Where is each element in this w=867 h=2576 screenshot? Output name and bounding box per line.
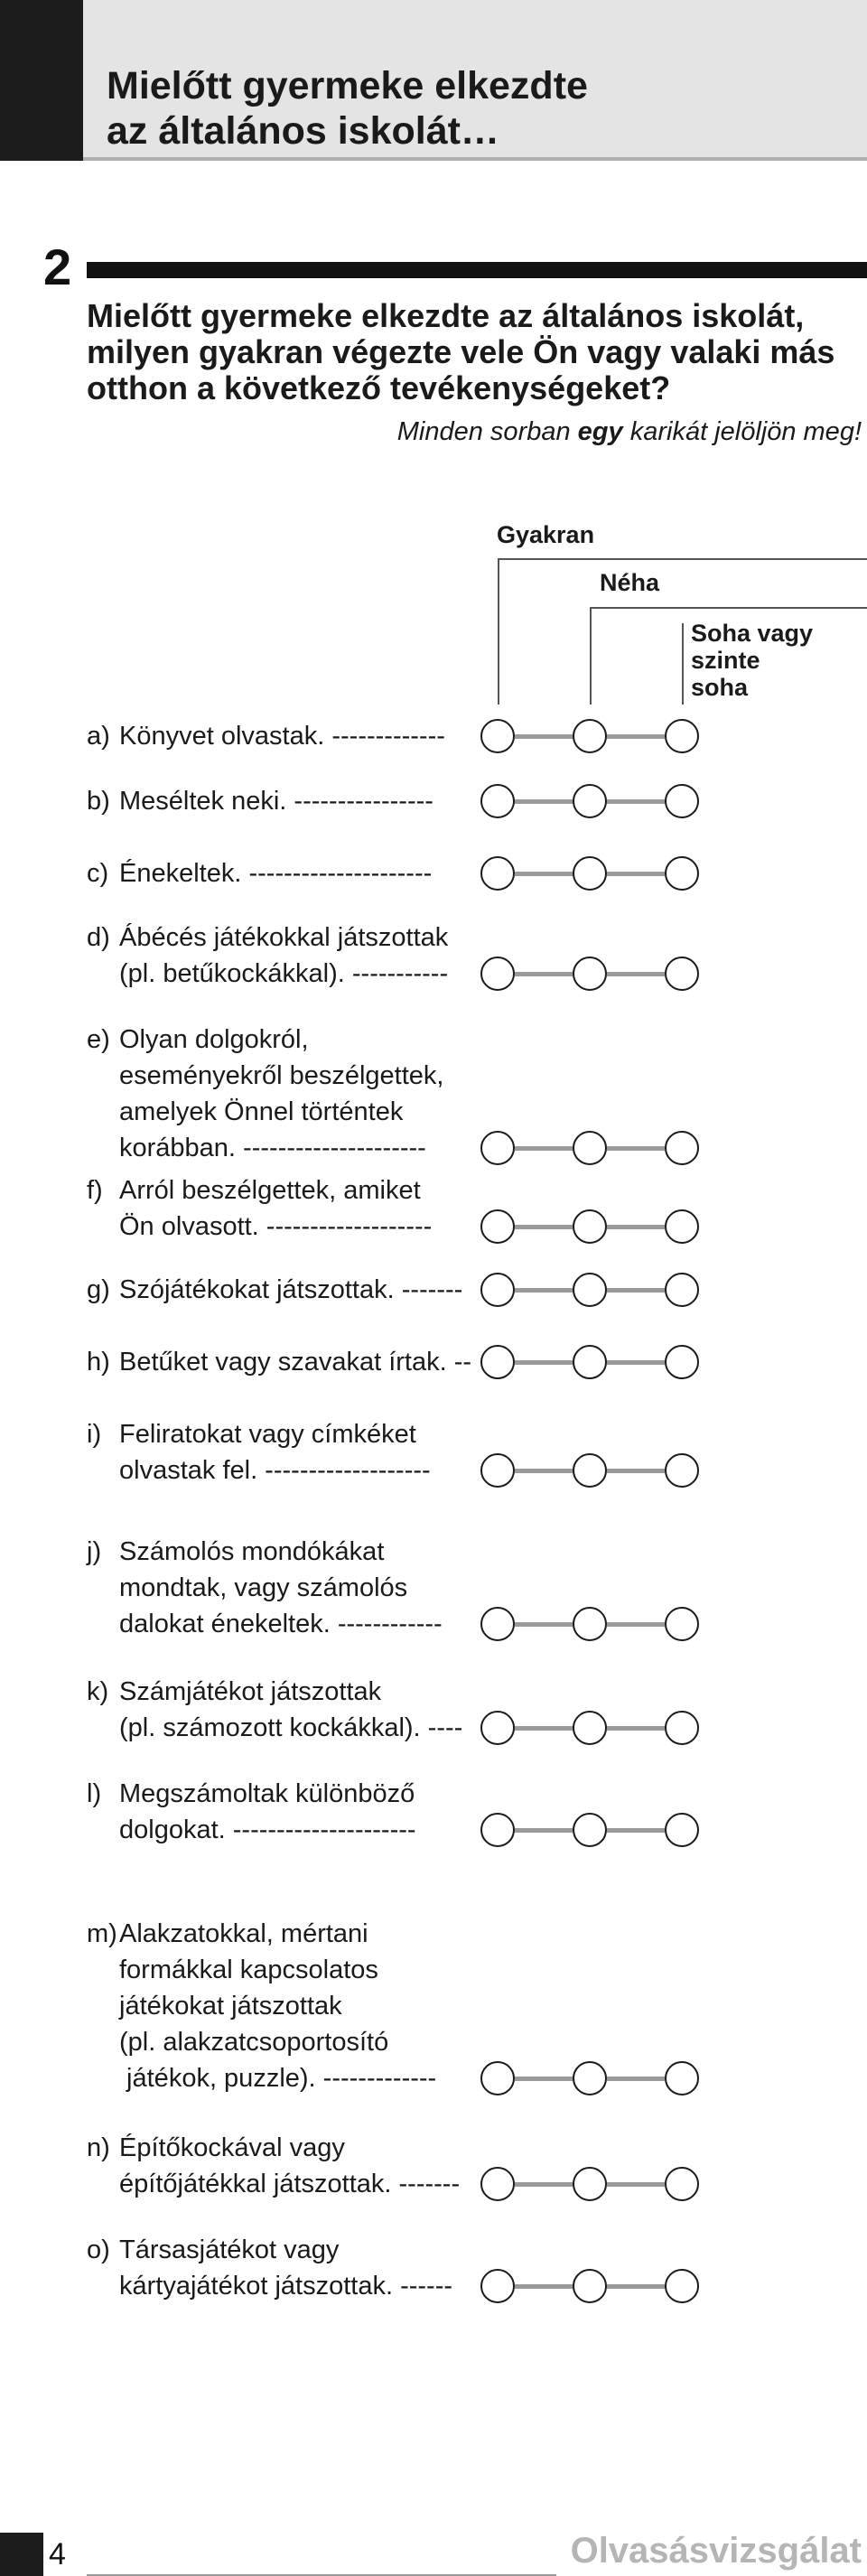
activity-item-line: mondtak, vagy számolós	[119, 1573, 408, 1602]
answer-circle-never[interactable]	[665, 1209, 699, 1244]
answer-circle-never[interactable]	[665, 1813, 699, 1847]
activity-item-letter: j)	[87, 1537, 102, 1566]
activity-item-text	[119, 919, 480, 992]
activity-item-line: (pl. alakzatcsoportosító	[119, 2028, 389, 2057]
answer-circle-often[interactable]	[480, 1131, 515, 1165]
answer-circle-sometimes[interactable]	[573, 856, 607, 891]
activity-item-line: dolgokat. ---------------------	[119, 1815, 416, 1844]
column-header-often: Gyakran	[497, 521, 595, 548]
answer-circle-sometimes[interactable]	[573, 2269, 607, 2303]
answer-circle-often[interactable]	[480, 1711, 515, 1745]
activity-item-line: Meséltek neki. ----------------	[119, 787, 434, 816]
answer-circle-sometimes[interactable]	[573, 1711, 607, 1745]
circle-connector	[515, 1726, 573, 1731]
activity-item-line: Könyvet olvastak. -------------	[119, 722, 445, 751]
answer-circle-never[interactable]	[665, 957, 699, 991]
circle-connector	[515, 872, 573, 876]
activity-item-letter: l)	[87, 1779, 102, 1808]
circle-connector	[515, 972, 573, 976]
column-bracket-often-top	[498, 558, 867, 560]
activity-item-text	[119, 1022, 480, 1166]
answer-circle-sometimes[interactable]	[573, 1131, 607, 1165]
circle-connector	[515, 2182, 573, 2187]
circle-connector	[515, 1146, 573, 1151]
activity-item-line: építőjátékkal játszottak. -------	[119, 2170, 461, 2198]
answer-circle-never[interactable]	[665, 1273, 699, 1307]
circle-connector	[607, 2182, 665, 2187]
activity-item-letter: i)	[87, 1420, 102, 1449]
activity-item-line: formákkal kapcsolatos	[119, 1955, 378, 1984]
answer-circle-sometimes[interactable]	[573, 1453, 607, 1488]
answer-choices	[480, 1344, 704, 1380]
activity-item-text	[119, 1416, 480, 1489]
answer-circle-sometimes[interactable]	[573, 1813, 607, 1847]
column-bracket-sometimes-top	[590, 607, 867, 609]
answer-choices	[480, 1710, 704, 1746]
activity-item-letter: a)	[87, 722, 110, 751]
activity-item-line: Olyan dolgokról,	[119, 1025, 309, 1054]
answer-choices	[480, 1130, 704, 1166]
activity-item-text	[119, 1534, 480, 1642]
circle-connector	[607, 872, 665, 876]
activity-item-line: Ön olvasott. -------------------	[119, 1212, 433, 1241]
answer-choices	[480, 956, 704, 992]
activity-item-letter: m)	[87, 1919, 117, 1948]
answer-circle-sometimes[interactable]	[573, 719, 607, 753]
answer-choices	[480, 718, 704, 754]
column-header-never-line2: soha	[691, 674, 749, 701]
question-text-line1: Mielőtt gyermeke elkezdte az általános iskolát,	[87, 297, 805, 334]
circle-connector	[515, 1622, 573, 1627]
answer-circle-never[interactable]	[665, 2167, 699, 2201]
answer-circle-often[interactable]	[480, 2167, 515, 2201]
circle-connector	[515, 1360, 573, 1365]
answer-circle-never[interactable]	[665, 2061, 699, 2095]
answer-choices	[480, 1272, 704, 1308]
circle-connector	[607, 734, 665, 739]
question-text-line3: otthon a következő tevékenységeket?	[87, 369, 671, 406]
instruction-pre: Minden sorban	[396, 417, 578, 446]
answer-circle-never[interactable]	[665, 719, 699, 753]
footer-brand: Olvasásvizsgálat	[570, 2531, 862, 2571]
answer-circle-often[interactable]	[480, 719, 515, 753]
activity-item-letter: k)	[87, 1677, 109, 1706]
column-bracket-never-stem	[682, 623, 684, 705]
answer-choices	[480, 1812, 704, 1848]
circle-connector	[515, 1828, 573, 1833]
circle-connector	[607, 2284, 665, 2289]
circle-connector	[515, 2077, 573, 2081]
answer-circle-often[interactable]	[480, 1345, 515, 1379]
activity-item-text	[119, 1344, 480, 1380]
circle-connector	[607, 799, 665, 804]
circle-connector	[515, 799, 573, 804]
answer-circle-never[interactable]	[665, 1345, 699, 1379]
instruction-post: karikát jelöljön meg!	[622, 417, 862, 446]
activity-item-letter: n)	[87, 2133, 110, 2162]
activity-item-line: korábban. ---------------------	[119, 1134, 426, 1162]
circle-connector	[607, 1225, 665, 1229]
activity-item-text	[119, 2232, 480, 2304]
answer-circle-sometimes[interactable]	[573, 957, 607, 991]
activity-item-line: játékokat játszottak	[119, 1992, 342, 2021]
activity-item-letter: d)	[87, 923, 110, 952]
answer-circle-often[interactable]	[480, 1453, 515, 1488]
activity-item-line: Ábécés játékokkal játszottak	[119, 923, 449, 952]
circle-connector	[607, 1360, 665, 1365]
circle-connector	[515, 1469, 573, 1473]
circle-connector	[607, 1288, 665, 1293]
column-bracket-often-stem	[498, 558, 499, 705]
page-number: 4	[49, 2537, 66, 2571]
circle-connector	[515, 2284, 573, 2289]
activity-item-letter: e)	[87, 1025, 110, 1054]
answer-circle-sometimes[interactable]	[573, 1345, 607, 1379]
answer-circle-never[interactable]	[665, 856, 699, 891]
answer-circle-often[interactable]	[480, 1209, 515, 1244]
answer-circle-often[interactable]	[480, 1273, 515, 1307]
column-header-never-line1: Soha vagy szinte	[691, 620, 814, 674]
answer-circle-often[interactable]	[480, 856, 515, 891]
answer-choices	[480, 1452, 704, 1489]
activity-item-line: (pl. számozott kockákkal). ----	[119, 1713, 463, 1742]
answer-circle-often[interactable]	[480, 1607, 515, 1641]
answer-circle-sometimes[interactable]	[573, 1209, 607, 1244]
activity-item-line: Építőkockával vagy	[119, 2133, 345, 2162]
question-rule	[87, 262, 867, 278]
footer-black-block	[0, 2533, 43, 2576]
answer-circle-sometimes[interactable]	[573, 1607, 607, 1641]
activity-item-line: Alakzatokkal, mértani	[119, 1919, 368, 1948]
answer-circle-sometimes[interactable]	[573, 1273, 607, 1307]
answer-circle-often[interactable]	[480, 2269, 515, 2303]
answer-choices	[480, 1606, 704, 1642]
section-title	[107, 63, 829, 154]
activity-item-letter: o)	[87, 2235, 110, 2264]
answer-choices	[480, 2060, 704, 2096]
activity-item-line: eseményekről beszélgettek,	[119, 1061, 444, 1090]
answer-choices	[480, 855, 704, 891]
activity-item-text	[119, 1674, 480, 1746]
activity-item-text	[119, 855, 480, 891]
answer-choices	[480, 783, 704, 819]
activity-item-letter: h)	[87, 1348, 110, 1377]
page-header	[0, 0, 867, 161]
activity-item-line: Szójátékokat játszottak. -------	[119, 1275, 463, 1304]
answer-circle-never[interactable]	[665, 2269, 699, 2303]
activity-item-text	[119, 783, 480, 819]
answer-circle-never[interactable]	[665, 1711, 699, 1745]
answer-circle-never[interactable]	[665, 1131, 699, 1165]
activity-item-line: Feliratokat vagy címkéket	[119, 1420, 416, 1449]
circle-connector	[515, 734, 573, 739]
column-header-sometimes: Néha	[600, 569, 660, 596]
question-text-line2: milyen gyakran végezte vele Ön vagy valaki más	[87, 333, 835, 370]
circle-connector	[607, 1622, 665, 1627]
answer-choices	[480, 2268, 704, 2304]
circle-connector	[607, 1828, 665, 1833]
activity-item-line: Arról beszélgettek, amiket	[119, 1176, 421, 1205]
activity-item-line: Társasjátékot vagy	[119, 2235, 340, 2264]
activity-item-line: kártyajátékot játszottak. ------	[119, 2272, 453, 2301]
activity-item-text	[119, 1776, 480, 1848]
column-header-never	[691, 620, 867, 701]
circle-connector	[607, 1146, 665, 1151]
answer-circle-sometimes[interactable]	[573, 2167, 607, 2201]
activity-item-text	[119, 1272, 480, 1308]
activity-item-line: Betűket vagy szavakat írtak. --	[119, 1348, 472, 1377]
section-title-line1: Mielőtt gyermeke elkezdte	[107, 64, 588, 107]
answer-circle-sometimes[interactable]	[573, 784, 607, 818]
answer-choices	[480, 1209, 704, 1245]
activity-item-line: (pl. betűkockákkal). -----------	[119, 959, 449, 988]
answer-circle-never[interactable]	[665, 1607, 699, 1641]
activity-item-line: Megszámoltak különböző	[119, 1779, 415, 1808]
activity-item-line: olvastak fel. -------------------	[119, 1456, 431, 1485]
answer-circle-often[interactable]	[480, 2061, 515, 2095]
answer-circle-often[interactable]	[480, 957, 515, 991]
instruction	[397, 417, 862, 447]
answer-circle-often[interactable]	[480, 784, 515, 818]
answer-circle-never[interactable]	[665, 1453, 699, 1488]
question-number: 2	[43, 238, 72, 295]
question-text	[87, 298, 845, 406]
circle-connector	[515, 1288, 573, 1293]
activity-item-text	[119, 2130, 480, 2202]
column-bracket-sometimes-stem	[590, 607, 592, 705]
answer-circle-often[interactable]	[480, 1813, 515, 1847]
answer-choices	[480, 2166, 704, 2202]
activity-item-text	[119, 1916, 480, 2096]
activity-item-text	[119, 718, 480, 754]
answer-circle-sometimes[interactable]	[573, 2061, 607, 2095]
answer-circle-never[interactable]	[665, 784, 699, 818]
activity-item-letter: b)	[87, 787, 110, 816]
activity-item-letter: c)	[87, 859, 109, 888]
circle-connector	[515, 1225, 573, 1229]
circle-connector	[607, 972, 665, 976]
activity-item-line: játékok, puzzle). -------------	[119, 2064, 437, 2093]
activity-item-text	[119, 1172, 480, 1245]
activity-item-line: Számolós mondókákat	[119, 1537, 385, 1566]
activity-item-letter: f)	[87, 1176, 103, 1205]
section-title-line2: az általános iskolát…	[107, 109, 499, 153]
header-black-block	[0, 0, 83, 161]
activity-item-letter: g)	[87, 1275, 110, 1304]
activity-item-line: Énekeltek. ---------------------	[119, 859, 433, 888]
instruction-bold: egy	[577, 417, 623, 446]
circle-connector	[607, 1726, 665, 1731]
activity-item-line: dalokat énekeltek. ------------	[119, 1610, 443, 1638]
circle-connector	[607, 1469, 665, 1473]
circle-connector	[607, 2077, 665, 2081]
activity-item-line: Számjátékot játszottak	[119, 1677, 382, 1706]
activity-item-line: amelyek Önnel történtek	[119, 1097, 404, 1126]
